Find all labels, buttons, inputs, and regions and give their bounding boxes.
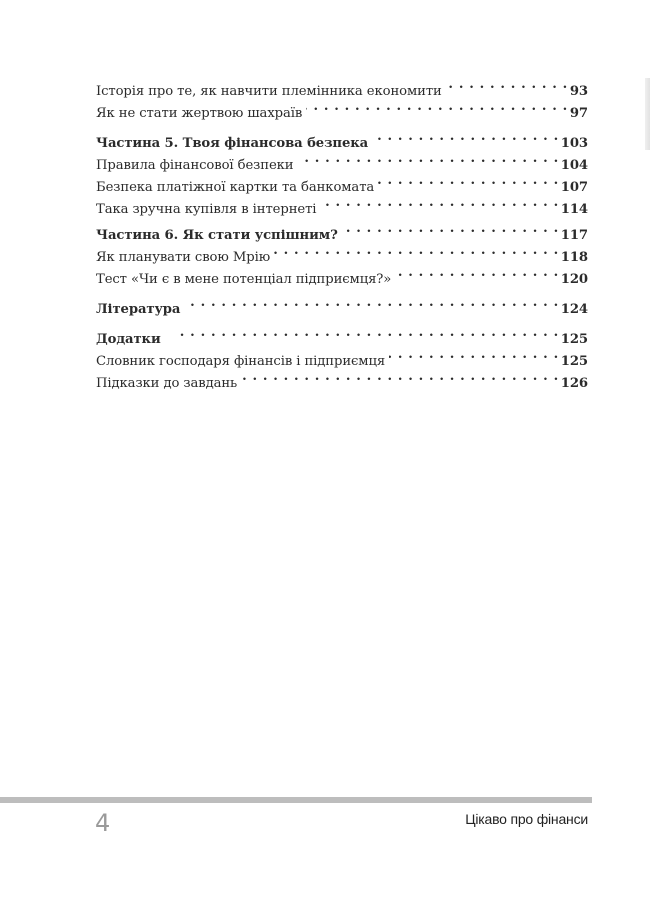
toc-section-heading[interactable] bbox=[96, 293, 588, 317]
toc-entry-title: Історія про те, як навчити племінника економити bbox=[96, 84, 442, 99]
dot-leader bbox=[274, 241, 559, 261]
dot-leader bbox=[378, 171, 559, 191]
toc-entry-title: Підказки до завдань bbox=[96, 376, 238, 391]
toc-entry-title: Словник господаря фінансів і підприємця bbox=[96, 354, 386, 369]
dot-leader bbox=[446, 75, 568, 95]
toc-entry[interactable] bbox=[96, 193, 588, 217]
toc-entry-page: 125 bbox=[560, 354, 588, 369]
dot-leader bbox=[395, 263, 559, 283]
toc-entry-title: Безпека платіжної картки та банкомата bbox=[96, 180, 375, 195]
page-edge-tab bbox=[645, 78, 650, 150]
running-footer-title: Цікаво про фінанси bbox=[465, 811, 588, 827]
toc-entry-title: Така зручна купівля в інтернеті bbox=[96, 202, 317, 217]
toc-section-heading[interactable] bbox=[96, 323, 588, 347]
toc-entry[interactable] bbox=[96, 241, 588, 265]
toc-entry-title: Додатки bbox=[96, 332, 161, 347]
toc-entry[interactable] bbox=[96, 345, 588, 369]
toc-entry[interactable] bbox=[96, 75, 588, 99]
dot-leader bbox=[320, 193, 558, 213]
dot-leader bbox=[175, 323, 559, 343]
dot-leader bbox=[389, 345, 559, 365]
dot-leader bbox=[372, 127, 559, 147]
dot-leader bbox=[184, 293, 558, 313]
toc-entry-title: Частина 6. Як стати успішним? bbox=[96, 228, 338, 243]
toc-entry[interactable] bbox=[96, 367, 588, 391]
toc-entry-page: 114 bbox=[560, 202, 588, 217]
toc-entry-page: 97 bbox=[569, 106, 588, 121]
toc-entry-page: 120 bbox=[560, 272, 588, 287]
toc-section-heading[interactable] bbox=[96, 219, 588, 243]
toc-entry-page: 117 bbox=[560, 228, 588, 243]
toc-entry[interactable] bbox=[96, 171, 588, 195]
toc-entry-title: Правила фінансової безпеки bbox=[96, 158, 294, 173]
toc-entry-title: Література bbox=[96, 302, 181, 317]
toc-entry[interactable] bbox=[96, 263, 588, 287]
toc-entry-page: 103 bbox=[560, 136, 588, 151]
toc-section-heading[interactable] bbox=[96, 127, 588, 151]
toc-entry[interactable] bbox=[96, 97, 588, 121]
toc-entry-page: 104 bbox=[560, 158, 588, 173]
toc-entry-title: Як не стати жертвою шахраїв bbox=[96, 106, 303, 121]
toc-entry-page: 125 bbox=[560, 332, 588, 347]
toc-entry-page: 107 bbox=[560, 180, 588, 195]
dot-leader bbox=[241, 367, 559, 387]
dot-leader bbox=[298, 149, 559, 169]
toc-entry-page: 124 bbox=[560, 302, 588, 317]
footer-divider bbox=[0, 797, 592, 803]
dot-leader bbox=[306, 97, 568, 117]
dot-leader bbox=[342, 219, 559, 239]
toc-entry[interactable] bbox=[96, 149, 588, 173]
page-number: 4 bbox=[95, 809, 111, 837]
toc-entry-title: Як планувати свою Мрію bbox=[96, 250, 271, 265]
toc-entry-title: Тест «Чи є в мене потенціал підприємця?» bbox=[96, 272, 392, 287]
toc-entry-page: 118 bbox=[560, 250, 588, 265]
toc-entry-page: 126 bbox=[560, 376, 588, 391]
toc-entry-page: 93 bbox=[569, 84, 588, 99]
toc-entry-title: Частина 5. Твоя фінансова безпека bbox=[96, 136, 369, 151]
